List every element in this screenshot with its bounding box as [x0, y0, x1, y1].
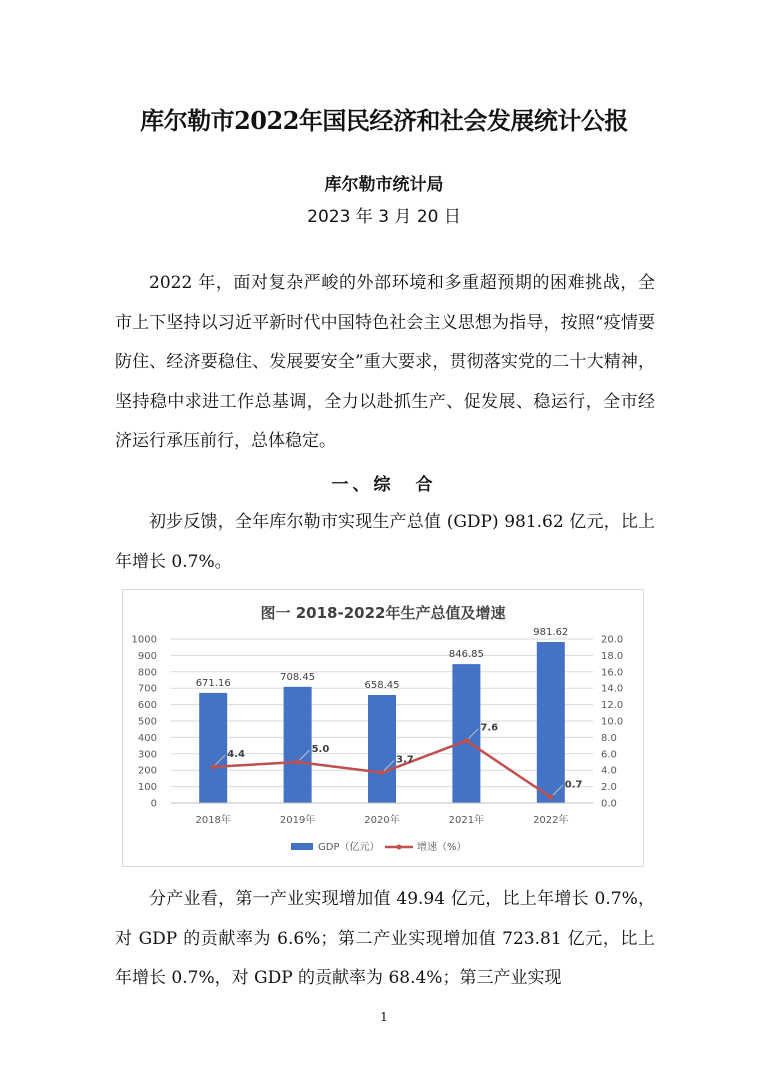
y-left-tick-label: 300 [137, 749, 157, 761]
gdp-bar-label: 658.45 [364, 680, 400, 692]
y-right-tick-label: 14.0 [601, 683, 624, 695]
issuing-organization: 库尔勒市统计局 [324, 175, 444, 195]
industry-paragraph: 分产业看，第一产业实现增加值 49.94 亿元，比上年增长 0.7%，对 GDP 的贡献率为 6.6%；第二产业实现增加值 723.81 亿元，比上年增长 0.7%，对 GDP 的贡献率为 68.4%；第三产业实现 [115, 889, 655, 989]
x-tick-label: 2019年 [279, 815, 316, 826]
gdp-bar [368, 695, 396, 803]
y-left-tick-label: 400 [137, 732, 157, 744]
y-right-tick-label: 18.0 [601, 650, 624, 662]
issue-date: 2023 年 3 月 20 日 [307, 207, 461, 227]
gdp-paragraph: 初步反馈，全年库尔勒市实现生产总值 (GDP) 981.62 亿元，比上年增长 0.7%。 [115, 512, 655, 572]
growth-rate-label: 4.4 [227, 748, 245, 760]
gdp-bar-label: 846.85 [448, 649, 484, 661]
chart-title: 图一 2018-2022年生产总值及增速 [260, 604, 506, 622]
gdp-bar [452, 664, 480, 803]
y-right-tick-label: 20.0 [601, 634, 624, 646]
growth-rate-label: 0.7 [564, 779, 583, 791]
y-left-tick-label: 600 [137, 700, 157, 712]
gdp-bar [199, 693, 227, 803]
x-tick-label: 2021年 [448, 815, 485, 826]
legend-growth-marker [397, 845, 402, 850]
growth-rate-point [464, 738, 469, 743]
section-heading-1: 一、综 合 [331, 475, 437, 495]
y-left-tick-label: 0 [150, 798, 157, 810]
y-right-tick-label: 12.0 [601, 700, 624, 712]
x-tick-label: 2018年 [195, 815, 231, 826]
y-right-tick-label: 6.0 [601, 749, 617, 761]
growth-rate-label: 7.6 [480, 722, 499, 734]
y-right-tick-label: 16.0 [601, 667, 624, 679]
x-tick-label: 2020年 [364, 815, 400, 826]
gdp-chart-svg [123, 590, 643, 866]
y-left-tick-label: 700 [137, 683, 157, 695]
growth-rate-point [211, 764, 216, 769]
y-left-tick-label: 800 [137, 667, 157, 679]
gdp-bar [537, 642, 565, 803]
y-left-tick-label: 500 [137, 716, 157, 728]
legend-gdp-label: GDP（亿元） [318, 842, 380, 853]
y-right-tick-label: 0.0 [601, 798, 617, 810]
y-right-tick-label: 10.0 [601, 716, 624, 728]
gdp-bar-label: 671.16 [195, 677, 231, 689]
gdp-bar-label: 981.62 [533, 627, 569, 639]
y-right-tick-label: 2.0 [601, 782, 617, 794]
y-left-tick-label: 1000 [131, 634, 157, 646]
document-title: 库尔勒市2022年国民经济和社会发展统计公报 [140, 106, 628, 135]
x-tick-label: 2022年 [533, 815, 569, 826]
intro-paragraph: 2022 年，面对复杂严峻的外部环境和多重超预期的困难挑战，全市上下坚持以习近平新时代中国特色社会主义思想为指导，按照“疫情要防住、经济要稳住、发展要安全”重大要求，贯彻落实党的二十大精神，坚持稳中求进工作总基调，全力以赴抓生产、促发展、稳运行，全市经济运行承压前行，总体稳定。 [115, 273, 655, 452]
growth-rate-point [295, 760, 300, 765]
y-left-tick-label: 900 [137, 650, 157, 662]
gdp-bar [284, 687, 312, 803]
page-number: 1 [380, 1010, 388, 1024]
growth-rate-point [548, 795, 553, 800]
growth-rate-label: 5.0 [311, 744, 330, 755]
legend-gdp-swatch [291, 843, 313, 850]
gdp-chart [122, 589, 644, 867]
y-right-tick-label: 4.0 [601, 765, 617, 777]
gdp-bar-label: 708.45 [280, 671, 316, 683]
y-left-tick-label: 100 [137, 782, 157, 794]
growth-rate-point [380, 770, 385, 775]
growth-rate-label: 3.7 [396, 754, 414, 766]
legend-growth-label: 增速（%） [417, 842, 467, 853]
y-right-tick-label: 8.0 [601, 732, 617, 744]
y-left-tick-label: 200 [137, 765, 157, 777]
